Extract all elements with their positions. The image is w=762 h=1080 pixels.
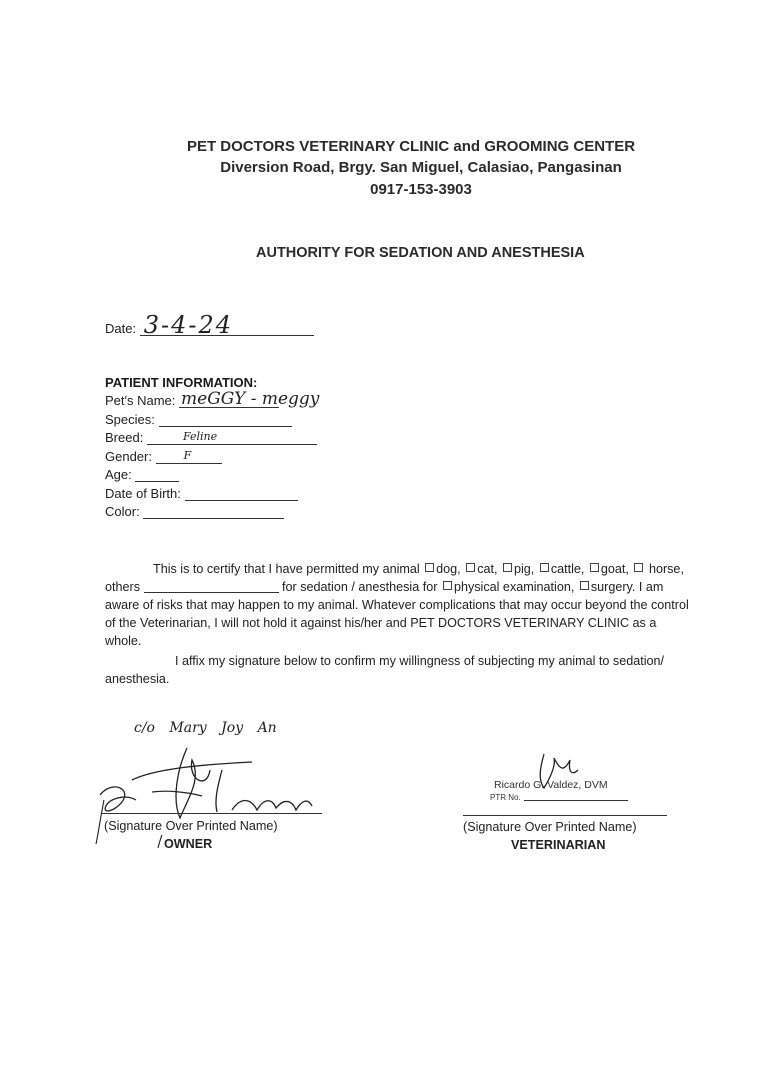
date-value: 3-4-24 — [143, 311, 233, 339]
exam-checkbox[interactable] — [443, 581, 452, 590]
form-title: AUTHORITY FOR SEDATION AND ANESTHESIA — [256, 245, 585, 261]
goat-checkbox[interactable] — [590, 563, 599, 572]
dog-option: dog, — [436, 562, 461, 576]
exam-option: physical examination, — [453, 580, 575, 594]
breed-field — [105, 430, 317, 445]
age-field — [105, 467, 179, 482]
color-label: Color: — [105, 504, 140, 519]
owner-role: OWNER — [164, 837, 213, 851]
vet-role: VETERINARIAN — [511, 838, 606, 852]
gender-label: Gender: — [105, 449, 152, 464]
dob-line[interactable] — [185, 486, 298, 501]
vet-caption: (Signature Over Printed Name) — [463, 820, 637, 834]
gender-field — [105, 449, 222, 464]
age-label: Age: — [105, 467, 132, 482]
dob-label: Date of Birth: — [105, 486, 181, 501]
pig-option: pig, — [514, 562, 535, 576]
others-line[interactable] — [144, 580, 279, 593]
vet-signature-line[interactable] — [463, 815, 667, 816]
owner-signature-line[interactable] — [102, 813, 322, 814]
goat-option: goat, — [600, 562, 629, 576]
pets-name-value: meGGY - meggy — [181, 389, 320, 409]
ptr-label: PTR No. — [490, 793, 521, 802]
certify-paragraph — [105, 560, 695, 650]
clinic-phone: 0917-153-3903 — [370, 181, 472, 198]
clinic-address: Diversion Road, Brgy. San Miguel, Calasiao, Pangasinan — [220, 159, 622, 176]
owner-caption: (Signature Over Printed Name) — [104, 819, 278, 833]
surgery-checkbox[interactable] — [580, 581, 589, 590]
certify-rest: I am aware of risks that may happen to my animal. Whatever complications that may occur beyond the control of the Veterinarian, I will not hold it against his/her and PET DOCTORS VETERINARY CLINIC as a whole. — [105, 580, 689, 648]
breed-value: Feline — [182, 430, 218, 443]
species-field — [105, 412, 292, 427]
pets-name-line[interactable] — [179, 389, 320, 409]
color-field — [105, 504, 284, 519]
breed-line[interactable] — [147, 430, 317, 445]
ptr-line[interactable] — [524, 800, 628, 801]
date-label: Date: — [105, 321, 137, 336]
species-line[interactable] — [159, 412, 292, 427]
affix-paragraph: I affix my signature below to confirm my willingness of subjecting my animal to sedation/ anesthesia. — [105, 654, 665, 686]
cattle-option: cattle, — [550, 562, 585, 576]
gender-value: F — [183, 449, 192, 462]
certify-for: for sedation / anesthesia for — [282, 580, 438, 594]
date-line[interactable] — [140, 311, 314, 339]
species-label: Species: — [105, 412, 155, 427]
vet-printed-name: Ricardo G. Valdez, DVM — [494, 779, 608, 791]
color-line[interactable] — [143, 504, 284, 519]
clinic-name: PET DOCTORS VETERINARY CLINIC and GROOMING CENTER — [186, 138, 636, 155]
certify-intro: This is to certify that I have permitted my animal — [153, 562, 420, 576]
age-line[interactable] — [135, 467, 179, 482]
horse-option: horse, others — [105, 562, 684, 594]
cattle-checkbox[interactable] — [540, 563, 549, 572]
gender-line[interactable] — [156, 449, 222, 464]
horse-checkbox[interactable] — [634, 563, 643, 572]
dob-field — [105, 486, 298, 501]
pets-name-field — [105, 389, 320, 409]
cat-checkbox[interactable] — [466, 563, 475, 572]
owner-note: c/o Mary Joy An — [134, 720, 277, 736]
cat-option: cat, — [477, 562, 498, 576]
pig-checkbox[interactable] — [503, 563, 512, 572]
owner-signature — [92, 740, 332, 850]
surgery-option: surgery. — [590, 580, 636, 594]
patient-info-heading: PATIENT INFORMATION: — [105, 375, 258, 390]
pets-name-label: Pet's Name: — [105, 393, 176, 408]
dog-checkbox[interactable] — [425, 563, 434, 572]
breed-label: Breed: — [105, 430, 144, 445]
date-field — [105, 311, 314, 339]
